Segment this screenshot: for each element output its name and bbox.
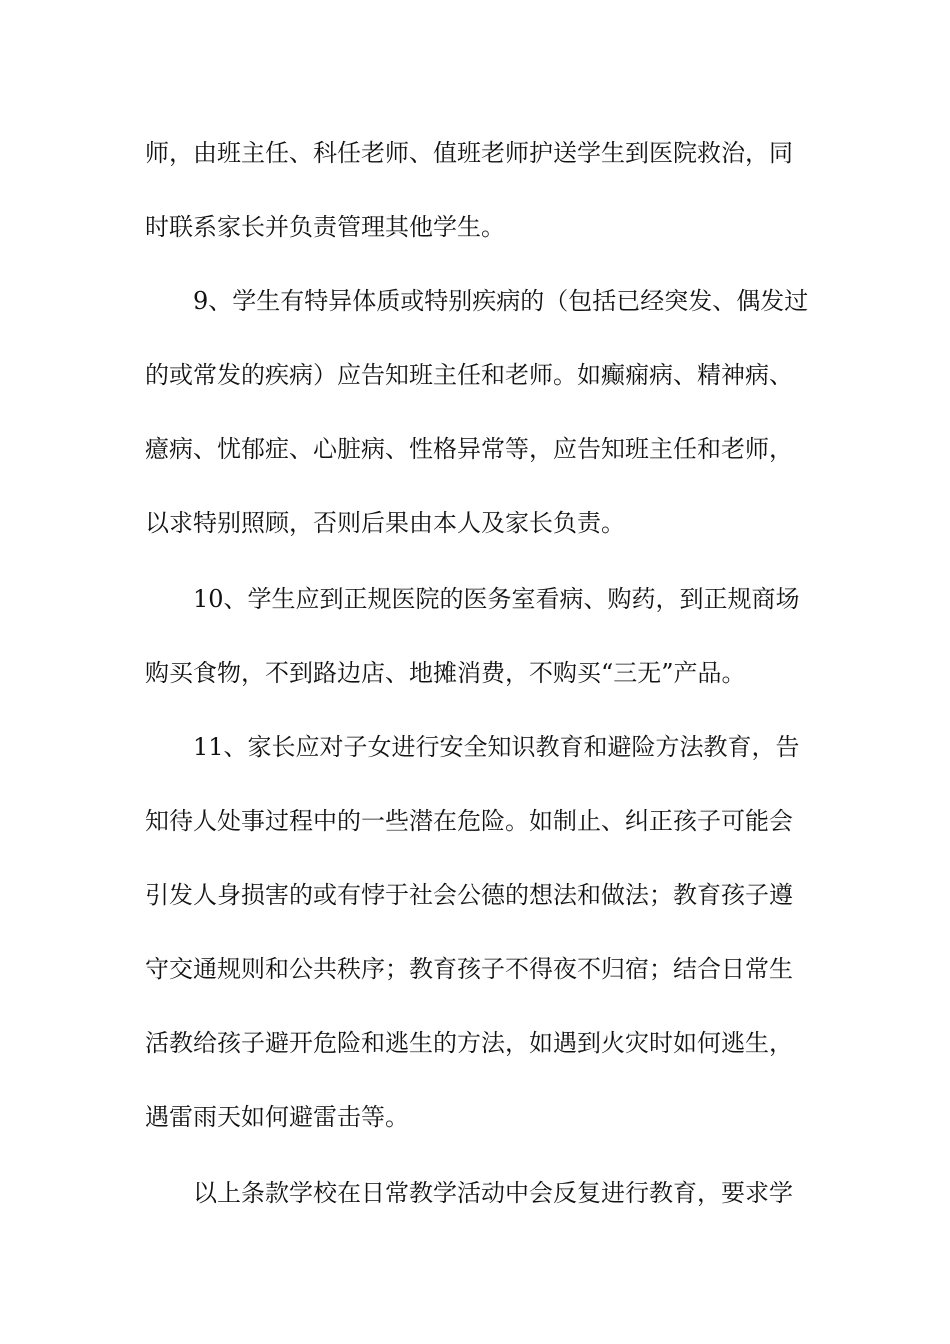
text-line: 的或常发的疾病）应告知班主任和老师。如癫痫病、精神病、 bbox=[145, 361, 793, 389]
text-line: 守交通规则和公共秩序；教育孩子不得夜不归宿；结合日常生 bbox=[145, 955, 793, 983]
closing-paragraph-start: 以上条款学校在日常教学活动中会反复进行教育，要求学 bbox=[193, 1179, 793, 1207]
paragraph-10-start: 10、学生应到正规医院的医务室看病、购药，到正规商场 bbox=[193, 585, 800, 613]
text-line: 遇雷雨天如何避雷击等。 bbox=[145, 1103, 409, 1131]
text-line: 购买食物，不到路边店、地摊消费，不购买“三无”产品。 bbox=[145, 659, 746, 687]
text-line: 以求特别照顾，否则后果由本人及家长负责。 bbox=[145, 509, 625, 537]
text-line: 师，由班主任、科任老师、值班老师护送学生到医院救治，同 bbox=[145, 139, 793, 167]
paragraph-9-start: 9、学生有特异体质或特别疾病的（包括已经突发、偶发过 bbox=[193, 287, 809, 315]
text-line: 癔病、忧郁症、心脏病、性格异常等，应告知班主任和老师， bbox=[145, 435, 793, 463]
text-line: 引发人身损害的或有悖于社会公德的想法和做法；教育孩子遵 bbox=[145, 881, 793, 909]
text-line: 知待人处事过程中的一些潜在危险。如制止、纠正孩子可能会 bbox=[145, 807, 793, 835]
text-line: 时联系家长并负责管理其他学生。 bbox=[145, 213, 505, 241]
paragraph-11-start: 11、家长应对子女进行安全知识教育和避险方法教育，告 bbox=[193, 733, 800, 761]
text-line: 活教给孩子避开危险和逃生的方法，如遇到火灾时如何逃生， bbox=[145, 1029, 793, 1057]
